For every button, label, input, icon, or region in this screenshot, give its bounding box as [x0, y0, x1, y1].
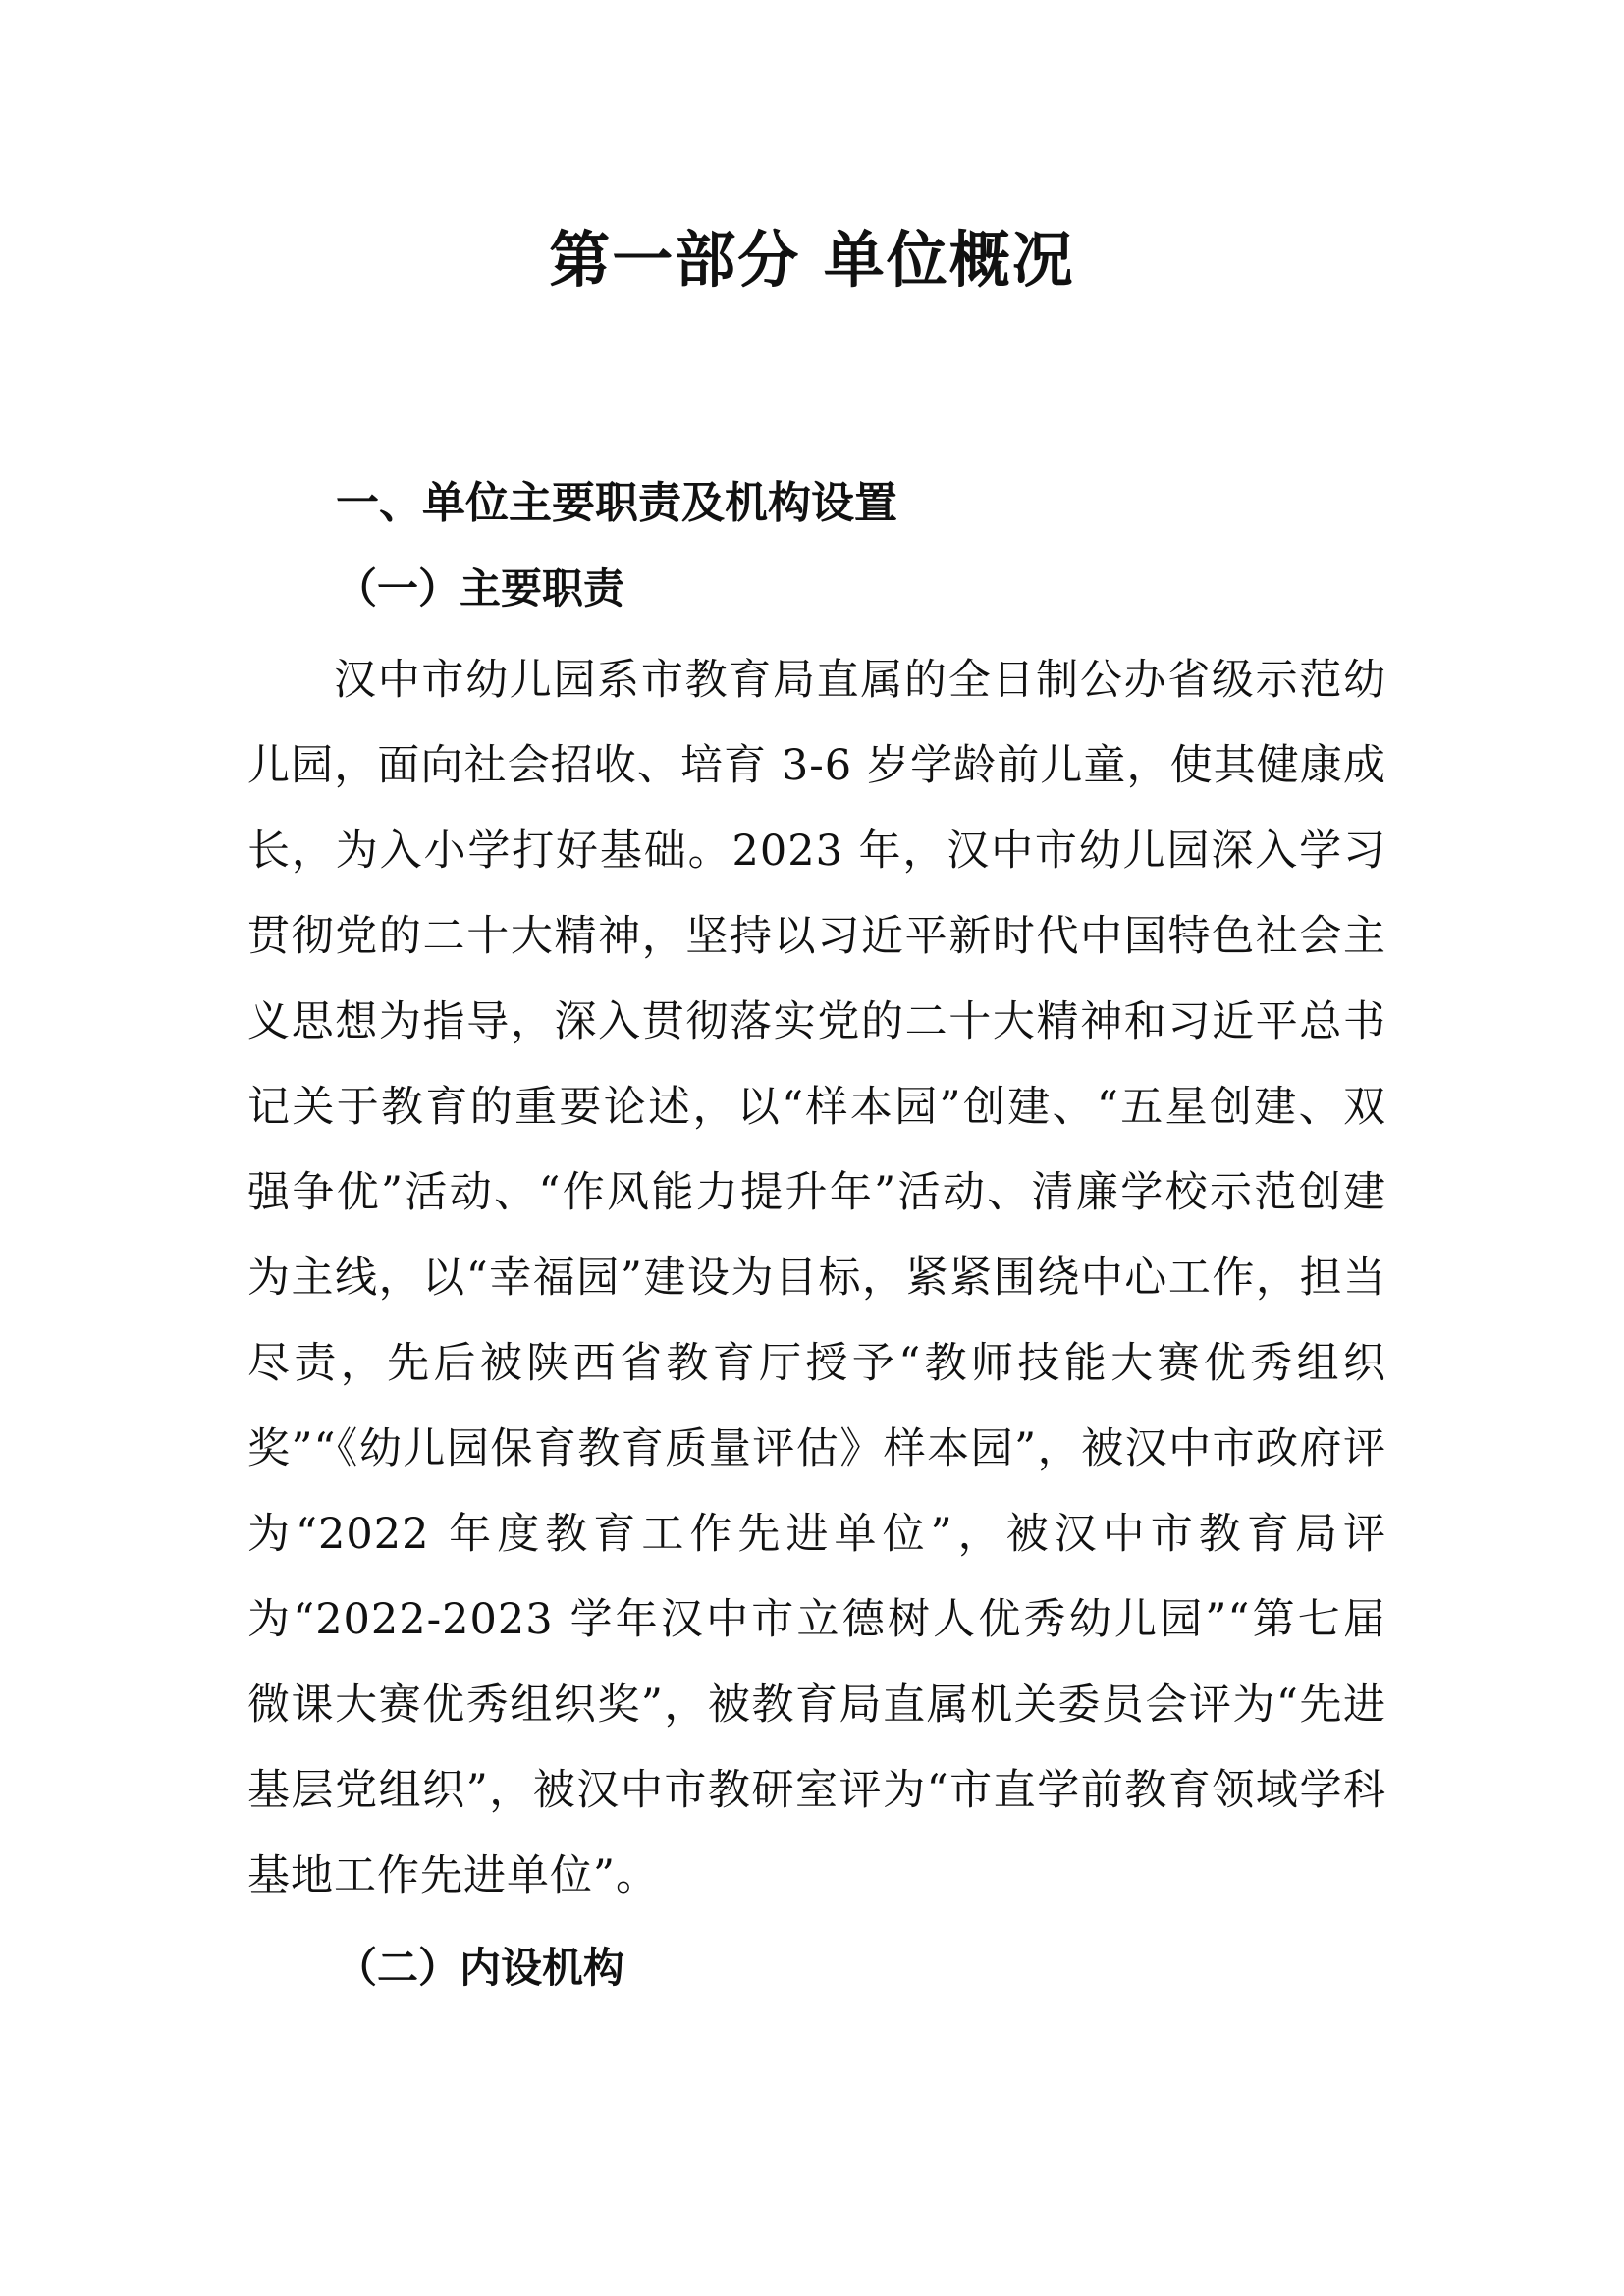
body-paragraph: 汉中市幼儿园系市教育局直属的全日制公办省级示范幼儿园，面向社会招收、培育 3-6 岁学龄前儿童，使其健康成长，为入小学打好基础。2023 年，汉中市幼儿园深入学习贯彻党的二十大精神，坚持以习近平新时代中国特色社会主义思想为指导，深入贯彻落实党的二十大精神和习近平总书记关于教育的重要论述，以“样本园”创建、“五星创建、双强争优”活动、“作风能力提升年”活动、清廉学校示范创建为主线，以“幸福园”建设为目标，紧紧围绕中心工作，担当尽责，先后被陕西省教育厅授予“教师技能大赛优秀组织奖”“《幼儿园保育教育质量评估》样本园”，被汉中市政府评为“2022 年度教育工作先进单位”，被汉中市教育局评为“2022-2023 学年汉中市立德树人优秀幼儿园”“第七届微课大赛优秀组织奖”，被教育局直属机关委员会评为“先进基层党组织”，被汉中市教研室评为“市直学前教育领域学科基地工作先进单位”。	[247, 656, 1386, 1900]
page-title: 第一部分 单位概况	[549, 224, 1075, 295]
section-heading: 一、单位主要职责及机构设置	[336, 478, 897, 528]
subsection-heading-main-duties: （一）主要职责	[336, 564, 625, 613]
subsection-heading-internal-structure: （二）内设机构	[336, 1944, 625, 1992]
